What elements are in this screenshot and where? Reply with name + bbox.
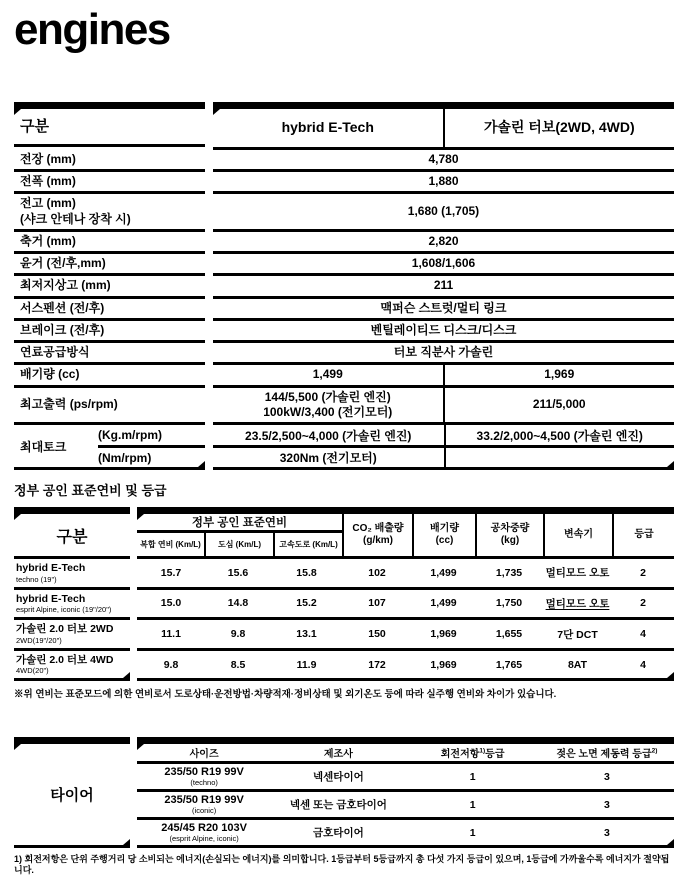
bottombar-segment	[14, 678, 130, 681]
fuel-row-trim: 4WD(20")	[16, 666, 49, 676]
fuel-economy-group-header	[137, 514, 342, 556]
spec-table-bottombar	[14, 467, 674, 470]
column-gap	[205, 150, 213, 172]
fuel-row-values	[137, 651, 674, 679]
fuel-value: 13.1	[296, 628, 317, 641]
spec-row-label: 축거 (mm)	[14, 232, 205, 254]
fuel-value: 4	[640, 658, 646, 671]
spec-row-label	[14, 425, 205, 467]
spec-row-label: 연료공급방식	[14, 343, 205, 365]
fuel-value: 15.0	[160, 597, 182, 610]
column-gap	[205, 232, 213, 254]
spec-row	[14, 276, 674, 298]
column-gap	[130, 590, 137, 621]
spec-row	[14, 194, 674, 231]
spec-value	[444, 448, 675, 467]
bottombar-segment	[137, 845, 674, 848]
fuel-row-trim: esprit Alpine, iconic (19"/20")	[16, 605, 112, 615]
tire-col-header: 젖은 노면 제동력 등급$^{2)}$	[556, 747, 658, 761]
fuel-value: 멀티모드 오토	[545, 597, 610, 610]
spec-value: 1,499	[312, 367, 343, 382]
column-gap	[205, 172, 213, 194]
spec-row	[14, 365, 674, 387]
fuel-subheader: 고속도로 (Km/L)	[273, 533, 342, 556]
tire-size: 245/45 R20 103V	[161, 822, 247, 835]
column-gap	[205, 276, 213, 298]
fuel-col-header: 배기량 (cc)	[412, 514, 475, 556]
spec-row	[14, 299, 674, 321]
fuel-row-label	[14, 559, 130, 590]
column-gap	[205, 194, 213, 231]
fuel-value: 멀티모드 오토	[545, 567, 610, 580]
fuel-row-name: hybrid E-Tech	[16, 592, 86, 605]
spec-row-data	[213, 276, 674, 298]
spec-row-data	[213, 425, 674, 467]
tire-table-topbar	[14, 737, 674, 744]
fuel-row-values	[137, 620, 674, 651]
page-title: engines	[14, 5, 170, 54]
spec-row-data	[213, 343, 674, 365]
fuel-row-name: 가솔린 2.0 터보 2WD	[16, 623, 114, 636]
spec-col-header-gasoline-turbo: 가솔린 터보(2WD, 4WD)	[443, 109, 675, 147]
fuel-table	[14, 507, 674, 681]
fuel-row-label	[14, 620, 130, 651]
fuel-footnote: ※위 연비는 표준모드에 의한 연비로서 도로상태·운전방법·차량적재·정비상태 및 외기온도 등에 따라 실주행 연비와 차이가 있습니다.	[14, 689, 557, 701]
fuel-value: 7단 DCT	[557, 628, 598, 641]
fuel-value: 15.7	[160, 566, 182, 579]
spec-row-label: 서스펜션 (전/후)	[14, 299, 205, 321]
topbar-segment	[14, 102, 205, 109]
fuel-value: 2	[640, 597, 646, 610]
fuel-table-rows	[14, 559, 674, 678]
spec-value: 벤틸레이티드 디스크/디스크	[370, 322, 517, 337]
fuel-value: 1,499	[430, 597, 457, 610]
tire-row-label: 타이어	[50, 787, 94, 805]
tire-trim: (iconic)	[192, 805, 217, 815]
fuel-value: 172	[368, 658, 386, 671]
spec-row	[14, 172, 674, 194]
spec-row-data	[213, 150, 674, 172]
tire-wet-grade: 3	[603, 798, 610, 811]
column-gap	[205, 388, 213, 425]
spec-value: 터보 직분사 가솔린	[393, 345, 494, 360]
fuel-value: 9.8	[230, 628, 246, 641]
spec-table-rows	[14, 150, 674, 467]
fuel-value: 1,969	[430, 628, 457, 641]
tire-size-cell	[137, 794, 271, 815]
column-gap	[205, 254, 213, 276]
spec-value: 2,820	[428, 233, 459, 248]
tire-col-header: 제조사	[323, 749, 353, 761]
fuel-value: 150	[368, 628, 386, 641]
fuel-row-values	[137, 559, 674, 590]
spec-row-label: 최저지상고 (mm)	[14, 276, 205, 298]
fuel-col-header: 등급	[612, 514, 674, 556]
spec-row	[14, 150, 674, 172]
fuel-row	[14, 651, 674, 679]
spec-table	[14, 102, 674, 470]
spec-header-row	[14, 109, 674, 150]
fuel-value: 15.8	[296, 566, 317, 579]
tire-wet-grade: 3	[603, 826, 610, 839]
fuel-value: 1,499	[430, 566, 457, 579]
fuel-row-label	[14, 651, 130, 679]
tire-table	[14, 737, 674, 848]
fuel-value: 2	[640, 566, 646, 579]
column-gap	[130, 651, 137, 679]
column-gap	[130, 559, 137, 590]
fuel-subheader: 도심 (Km/L)	[204, 533, 273, 556]
tire-maker: 넥센 또는 금호타이어	[289, 799, 387, 812]
fuel-row-values	[137, 590, 674, 621]
spec-row-data	[213, 321, 674, 343]
spec-row-data	[213, 388, 674, 425]
fuel-value: 107	[368, 597, 386, 610]
tire-rows	[137, 764, 674, 845]
fuel-value: 1,765	[495, 658, 523, 671]
fuel-value: 9.8	[163, 658, 179, 671]
column-gap	[205, 365, 213, 387]
spec-col-header-category: 구분	[14, 109, 205, 147]
fuel-value: 4	[640, 628, 646, 641]
column-gap	[205, 343, 213, 365]
torque-label: 최대토크	[20, 439, 67, 454]
tire-size: 235/50 R19 99V	[164, 794, 244, 807]
fuel-economy-subheaders	[137, 533, 342, 556]
tire-trim: (techno)	[190, 777, 218, 787]
fuel-value: 1,750	[495, 597, 523, 610]
torque-unit-label: (Kg.m/rpm)	[98, 425, 205, 448]
spec-value: 1,880	[428, 174, 459, 189]
tire-footnote: 1) 회전저항은 단위 주행거리 당 소비되는 에너지(손실되는 에너지)를 의미합니다. 1등급부터 5등급까지 총 다섯 가지 등급이 있으며, 1등급에 가까울수록 에너지가 절약됩니다.	[14, 854, 670, 876]
fuel-value: 8AT	[567, 658, 588, 671]
spec-row	[14, 321, 674, 343]
spec-value: 1,680 (1,705)	[407, 204, 480, 219]
fuel-table-topbar	[14, 507, 674, 514]
fuel-row-label	[14, 590, 130, 621]
tire-size: 235/50 R19 99V	[164, 766, 244, 779]
fuel-row	[14, 620, 674, 651]
fuel-subheader: 복합 연비 (Km/L)	[140, 540, 201, 550]
spec-row	[14, 343, 674, 365]
topbar-segment	[14, 737, 130, 744]
tire-rolling-grade: 1	[469, 826, 476, 839]
torque-unit-label: (Nm/rpm)	[98, 450, 152, 465]
spec-row-data	[213, 299, 674, 321]
spec-row	[14, 388, 674, 425]
spec-row-data	[213, 194, 674, 231]
fuel-header-row	[14, 514, 674, 559]
tire-row	[137, 792, 674, 820]
spec-value: 1,969	[443, 365, 675, 384]
spec-row-label: 전폭 (mm)	[14, 172, 205, 194]
fuel-value: 8.5	[230, 658, 246, 671]
fuel-value: 1,655	[495, 628, 523, 641]
fuel-table-bottombar	[14, 678, 674, 681]
fuel-row-trim: techno (19")	[16, 574, 57, 584]
tire-rolling-grade: 1	[469, 798, 476, 811]
tire-row	[137, 820, 674, 845]
tire-maker: 금호타이어	[313, 827, 364, 840]
fuel-row	[14, 590, 674, 621]
tire-size-cell	[137, 822, 271, 843]
spec-row	[14, 254, 674, 276]
spec-row-data	[213, 254, 674, 276]
bottombar-segment	[14, 845, 130, 848]
tire-row	[137, 764, 674, 792]
tire-size-cell	[137, 766, 271, 787]
topbar-segment	[14, 507, 130, 514]
spec-row-label: 전장 (mm)	[14, 150, 205, 172]
column-gap	[205, 425, 213, 467]
spec-value: 23.5/2,500~4,000 (가솔린 엔진)	[213, 425, 444, 448]
fuel-col-headers	[342, 514, 674, 556]
tire-headers	[137, 744, 674, 764]
topbar-segment	[137, 737, 674, 744]
spec-row-torque	[14, 425, 674, 467]
spec-value: 211/5,000	[443, 388, 675, 422]
fuel-row-trim: 2WD(19"/20")	[16, 635, 62, 645]
spec-row-data	[213, 365, 674, 387]
tire-col-header: 사이즈	[189, 749, 219, 761]
spec-value: 211	[433, 278, 454, 293]
spec-value: 4,780	[428, 152, 459, 166]
fuel-col-header: 변속기	[543, 514, 612, 556]
bottombar-segment	[14, 467, 205, 470]
tire-rolling-grade: 1	[469, 770, 476, 783]
fuel-row	[14, 559, 674, 590]
spec-table-topbar	[14, 102, 674, 109]
spec-row-data	[213, 232, 674, 254]
fuel-row-name: 가솔린 2.0 터보 4WD	[16, 653, 114, 666]
fuel-value: 14.8	[227, 597, 249, 610]
fuel-col-header: CO₂ 배출량 (g/km)	[342, 514, 412, 556]
fuel-value: 11.9	[296, 658, 317, 671]
spec-value: 33.2/2,000~4,500 (가솔린 엔진)	[444, 425, 675, 448]
column-gap	[205, 321, 213, 343]
tire-table-bottombar	[14, 845, 674, 848]
column-gap	[205, 299, 213, 321]
fuel-value: 15.2	[296, 597, 317, 610]
fuel-value: 102	[368, 566, 386, 579]
tire-wet-grade: 3	[603, 770, 610, 783]
spec-value: 144/5,500 (가솔린 엔진) 100kW/3,400 (전기모터)	[263, 389, 393, 419]
fuel-col-header-category: 구분	[14, 514, 130, 559]
spec-row-label: 전고 (mm) (샤크 안테나 장착 시)	[14, 194, 205, 231]
bottombar-segment	[213, 467, 674, 470]
torque-sublabels	[98, 425, 205, 467]
fuel-value: 1,969	[430, 658, 457, 671]
fuel-col-header: 공차중량 (kg)	[475, 514, 543, 556]
bottombar-segment	[137, 678, 674, 681]
column-gap	[130, 620, 137, 651]
topbar-segment	[213, 102, 674, 109]
fuel-economy-group-title: 정부 공인 표준연비	[137, 514, 342, 533]
fuel-value: 1,735	[495, 566, 523, 579]
spec-row-label: 윤거 (전/후,mm)	[14, 254, 205, 276]
topbar-segment	[137, 507, 674, 514]
fuel-value: 11.1	[161, 628, 181, 641]
fuel-section-title: 정부 공인 표준연비 및 등급	[14, 483, 167, 499]
spec-value: 320Nm (전기모터)	[279, 451, 377, 466]
spec-row-label: 브레이크 (전/후)	[14, 321, 205, 343]
spec-value: 1,608/1,606	[411, 256, 476, 271]
spec-value: 맥퍼슨 스트럿/멀티 링크	[380, 300, 507, 315]
fuel-row-name: hybrid E-Tech	[16, 562, 86, 575]
tire-trim: (esprit Alpine, iconic)	[169, 833, 239, 843]
tire-maker: 넥센타이어	[313, 771, 364, 784]
spec-row-label: 배기량 (cc)	[14, 365, 205, 387]
spec-col-header-hybrid: hybrid E-Tech	[281, 119, 374, 136]
spec-row	[14, 232, 674, 254]
tire-col-header: 회전저항$^{1)}$등급	[440, 747, 505, 761]
spec-row-label: 최고출력 (ps/rpm)	[14, 388, 205, 425]
spec-row-data	[213, 172, 674, 194]
fuel-value: 15.6	[227, 566, 249, 579]
